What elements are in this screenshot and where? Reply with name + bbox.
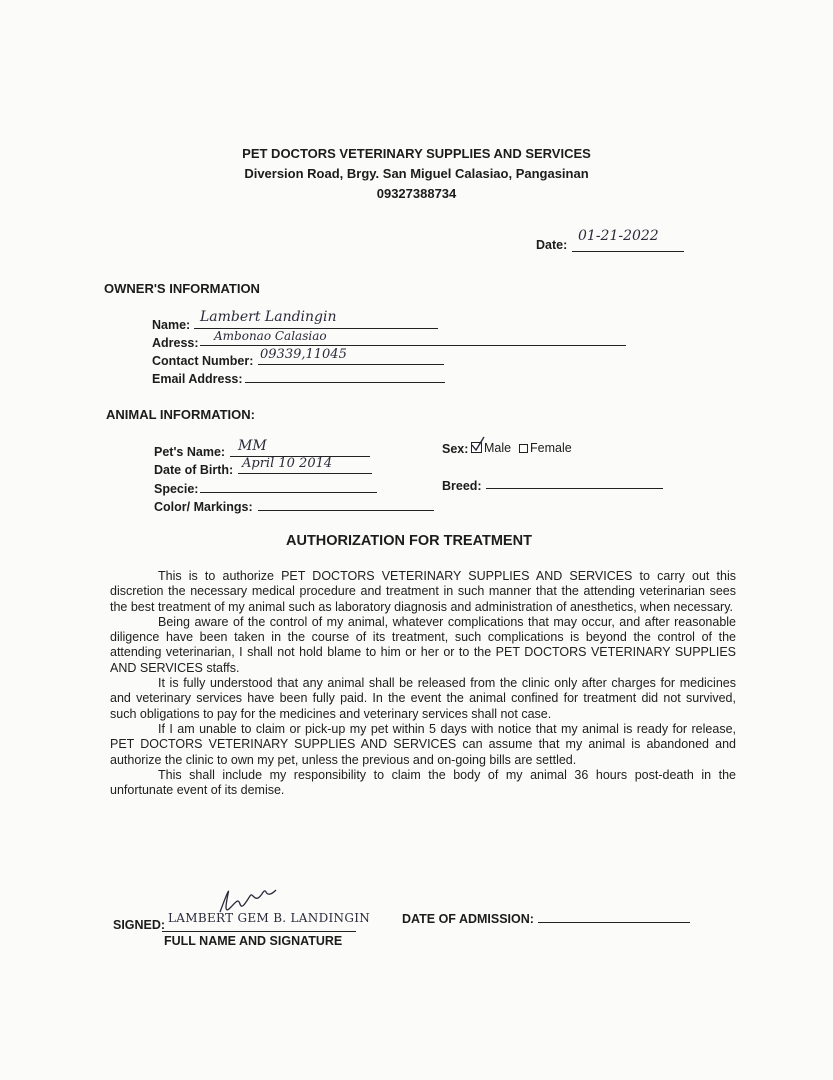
owner-address-label: Adress: [152, 336, 199, 350]
clinic-address: Diversion Road, Brgy. San Miguel Calasiao, Pangasinan [244, 166, 589, 181]
authorization-paragraph-4: If I am unable to claim or pick-up my pet within 5 days with notice that my animal is ready for release, PET DOCTORS VETERINARY SUPPLIES AND SERVICES can assume that my animal is abandoned and authorize the clinic to own my pet, unless the previous and on-going bills are settled. [110, 721, 736, 767]
authorization-body [110, 569, 736, 798]
owner-name-value: Lambert Landingin [200, 309, 337, 325]
email-label: Email Address: [152, 372, 243, 386]
date-line [572, 251, 684, 252]
owner-address-value: Ambonao Calasiao [214, 329, 327, 343]
date-label: Date: [536, 238, 568, 252]
signed-label: SIGNED: [113, 918, 166, 932]
breed-label: Breed: [442, 479, 482, 493]
signed-full-name: LAMBERT GEM B. LANDINGIN [168, 911, 371, 925]
authorization-paragraph-2: Being aware of the control of my animal, whatever complications that may occur, and after reasonable diligence have been taken in the course of its treatment, such complications is beyond the control of the attending veterinarian, I shall not hold blame to him or her or to the PET DOCTORS VETERINARY SUPPLIES AND SERVICES staffs. [110, 614, 736, 675]
pet-name-label: Pet's Name: [154, 445, 226, 459]
email-line [245, 382, 445, 383]
owner-section-title: OWNER'S INFORMATION [104, 281, 260, 296]
color-markings-line [258, 510, 434, 511]
clinic-phone: 09327388734 [376, 186, 457, 201]
dob-label: Date of Birth: [154, 463, 234, 477]
color-markings-label: Color/ Markings: [154, 500, 253, 514]
authorization-paragraph-1: This is to authorize PET DOCTORS VETERINARY SUPPLIES AND SERVICES to carry out this discretion the necessary medical procedure and treatment in such manner that the attending veterinarian sees the best treatment of my animal such as laboratory diagnosis and administration of anesthetics, when necessary. [110, 569, 736, 614]
animal-section-title: ANIMAL INFORMATION: [106, 407, 255, 422]
male-checkbox[interactable] [471, 442, 482, 453]
date-of-admission-label: DATE OF ADMISSION: [402, 912, 534, 926]
clinic-name: PET DOCTORS VETERINARY SUPPLIES AND SERVICES [242, 146, 591, 161]
breed-line [486, 488, 663, 489]
dob-value: April 10 2014 [242, 456, 333, 471]
authorization-paragraph-5: This shall include my responsibility to claim the body of my animal 36 hours post-death in the unfortunate event of its demise. [110, 767, 736, 798]
authorization-paragraph-3: It is fully understood that any animal shall be released from the clinic only after charges for medicines and veterinary services have been fully paid. In the event the animal confined for treatment did not survived, such obligations to pay for the medicines and veterinary services shall not case. [110, 676, 736, 721]
pet-name-value: MM [238, 438, 267, 454]
female-checkbox[interactable] [519, 444, 528, 453]
male-option-label: Male [484, 441, 512, 455]
date-of-admission-line [538, 922, 690, 923]
specie-line [200, 492, 377, 493]
dob-line [238, 473, 372, 474]
contact-number-line [258, 364, 444, 365]
signature-caption: FULL NAME AND SIGNATURE [164, 934, 343, 948]
authorization-title: AUTHORIZATION FOR TREATMENT [286, 533, 532, 549]
owner-address-line [200, 345, 626, 346]
specie-label: Specie: [154, 482, 199, 496]
date-value: 01-21-2022 [578, 228, 659, 244]
owner-name-label: Name: [152, 318, 191, 332]
contact-number-label: Contact Number: [152, 354, 254, 368]
check-mark-icon [471, 436, 485, 452]
contact-number-value: 09339,11045 [260, 347, 347, 362]
signature-line [162, 931, 356, 932]
sex-label: Sex: [442, 442, 469, 456]
female-option-label: Female [530, 441, 572, 455]
